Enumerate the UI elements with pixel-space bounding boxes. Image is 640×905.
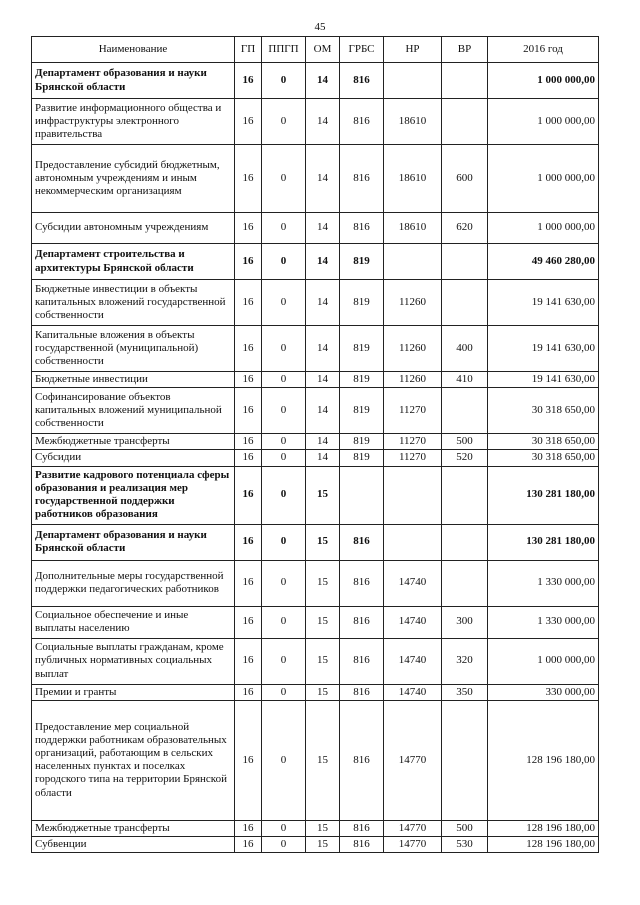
cell-name: Межбюджетные трансферты [32,434,235,450]
cell-grbs: 816 [340,836,384,852]
cell-name: Бюджетные инвестиции [32,372,235,388]
cell-amount: 19 141 630,00 [488,326,599,372]
cell-nr: 11270 [384,434,442,450]
cell-gp: 16 [235,638,262,684]
cell-om: 14 [306,326,340,372]
cell-amount: 1 000 000,00 [488,63,599,99]
cell-amount: 1 000 000,00 [488,638,599,684]
cell-name: Департамент образования и науки Брянской области [32,63,235,99]
cell-om: 14 [306,372,340,388]
cell-grbs: 816 [340,63,384,99]
cell-nr [384,466,442,524]
cell-grbs: 819 [340,244,384,280]
cell-name: Дополнительные меры государственной поддержки педагогических работников [32,560,235,606]
cell-vr: 530 [442,836,488,852]
header-name: Наименование [32,37,235,63]
cell-amount: 130 281 180,00 [488,466,599,524]
cell-vr [442,524,488,560]
cell-nr [384,63,442,99]
cell-om: 14 [306,388,340,434]
cell-gp: 16 [235,145,262,213]
cell-gp: 16 [235,450,262,466]
cell-nr: 18610 [384,213,442,244]
cell-name: Субсидии [32,450,235,466]
cell-amount: 1 330 000,00 [488,606,599,638]
cell-grbs: 819 [340,280,384,326]
table-header-row [32,37,599,63]
header-om: ОМ [306,37,340,63]
table-body [32,63,599,853]
cell-vr: 300 [442,606,488,638]
cell-gp: 16 [235,836,262,852]
page-number: 45 [314,21,326,33]
cell-nr: 14770 [384,700,442,820]
table-row [32,434,599,450]
header-ppgp: ППГП [262,37,306,63]
cell-gp: 16 [235,434,262,450]
cell-om: 15 [306,638,340,684]
cell-nr: 14740 [384,638,442,684]
cell-nr: 14740 [384,684,442,700]
cell-ppgp: 0 [262,700,306,820]
table-row [32,606,599,638]
cell-grbs: 816 [340,145,384,213]
cell-ppgp: 0 [262,820,306,836]
table-row [32,524,599,560]
cell-ppgp: 0 [262,560,306,606]
cell-om: 14 [306,434,340,450]
cell-ppgp: 0 [262,638,306,684]
table-row [32,63,599,99]
cell-ppgp: 0 [262,326,306,372]
cell-gp: 16 [235,280,262,326]
cell-name: Развитие информационного общества и инфраструктуры электронного правительства [32,99,235,145]
cell-gp: 16 [235,326,262,372]
cell-amount: 49 460 280,00 [488,244,599,280]
cell-gp: 16 [235,63,262,99]
cell-name: Субвенции [32,836,235,852]
cell-name: Премии и гранты [32,684,235,700]
cell-gp: 16 [235,524,262,560]
cell-vr: 400 [442,326,488,372]
cell-grbs: 816 [340,560,384,606]
cell-name: Субсидии автономным учреждениям [32,213,235,244]
cell-nr: 14740 [384,606,442,638]
header-gp: ГП [235,37,262,63]
cell-vr [442,280,488,326]
table-row [32,213,599,244]
cell-name: Софинансирование объектов капитальных вложений муниципальной собственности [32,388,235,434]
cell-gp: 16 [235,820,262,836]
table-row [32,145,599,213]
cell-om: 15 [306,560,340,606]
cell-om: 14 [306,244,340,280]
cell-grbs: 816 [340,524,384,560]
cell-amount: 1 000 000,00 [488,213,599,244]
table-row [32,450,599,466]
cell-nr [384,244,442,280]
cell-gp: 16 [235,99,262,145]
cell-amount: 330 000,00 [488,684,599,700]
cell-gp: 16 [235,213,262,244]
cell-amount: 128 196 180,00 [488,836,599,852]
cell-nr [384,524,442,560]
cell-nr: 11270 [384,450,442,466]
cell-amount: 30 318 650,00 [488,434,599,450]
cell-grbs: 816 [340,820,384,836]
header-nr: НР [384,37,442,63]
cell-name: Развитие кадрового потенциала сферы образования и реализация мер государственной поддержки работников образования [32,466,235,524]
cell-ppgp: 0 [262,524,306,560]
cell-nr: 18610 [384,145,442,213]
cell-vr: 500 [442,434,488,450]
cell-vr: 520 [442,450,488,466]
cell-name: Предоставление субсидий бюджетным, автономным учреждениям и иным некоммерческим организациям [32,145,235,213]
cell-name: Межбюджетные трансферты [32,820,235,836]
cell-amount: 128 196 180,00 [488,700,599,820]
cell-gp: 16 [235,700,262,820]
table-row [32,280,599,326]
table-row [32,684,599,700]
table-row [32,700,599,820]
cell-gp: 16 [235,244,262,280]
cell-om: 15 [306,466,340,524]
cell-gp: 16 [235,606,262,638]
cell-om: 14 [306,450,340,466]
cell-vr [442,99,488,145]
cell-vr: 320 [442,638,488,684]
cell-grbs: 816 [340,213,384,244]
header-vr: ВР [442,37,488,63]
cell-vr [442,244,488,280]
cell-nr: 11260 [384,280,442,326]
table-row [32,244,599,280]
cell-name: Капитальные вложения в объекты государственной (муниципальной) собственности [32,326,235,372]
header-grbs: ГРБС [340,37,384,63]
cell-ppgp: 0 [262,388,306,434]
cell-nr: 14770 [384,836,442,852]
cell-ppgp: 0 [262,213,306,244]
cell-grbs: 819 [340,372,384,388]
cell-ppgp: 0 [262,606,306,638]
cell-amount: 30 318 650,00 [488,450,599,466]
cell-ppgp: 0 [262,434,306,450]
cell-ppgp: 0 [262,99,306,145]
cell-vr: 620 [442,213,488,244]
cell-grbs: 819 [340,434,384,450]
cell-grbs: 816 [340,99,384,145]
cell-om: 14 [306,63,340,99]
cell-om: 15 [306,684,340,700]
cell-amount: 1 000 000,00 [488,99,599,145]
cell-name: Социальное обеспечение и иные выплаты населению [32,606,235,638]
cell-grbs: 819 [340,388,384,434]
cell-name: Предоставление мер социальной поддержки работникам образовательных организаций, работающим в сельских населенных пунктах и поселках городского типа на территории Брянской области [32,700,235,820]
table-row [32,560,599,606]
cell-gp: 16 [235,684,262,700]
cell-ppgp: 0 [262,836,306,852]
cell-om: 14 [306,99,340,145]
table-row [32,372,599,388]
cell-nr: 14770 [384,820,442,836]
cell-om: 14 [306,280,340,326]
cell-name: Департамент строительства и архитектуры Брянской области [32,244,235,280]
cell-grbs: 819 [340,450,384,466]
cell-ppgp: 0 [262,280,306,326]
cell-vr: 410 [442,372,488,388]
cell-vr: 350 [442,684,488,700]
cell-om: 15 [306,836,340,852]
cell-nr: 11260 [384,326,442,372]
cell-amount: 1 330 000,00 [488,560,599,606]
cell-amount: 30 318 650,00 [488,388,599,434]
budget-table [31,36,599,853]
cell-amount: 19 141 630,00 [488,280,599,326]
cell-amount: 130 281 180,00 [488,524,599,560]
cell-amount: 19 141 630,00 [488,372,599,388]
cell-ppgp: 0 [262,372,306,388]
cell-amount: 1 000 000,00 [488,145,599,213]
cell-gp: 16 [235,466,262,524]
cell-grbs: 819 [340,326,384,372]
cell-nr: 11270 [384,388,442,434]
cell-ppgp: 0 [262,63,306,99]
cell-nr: 14740 [384,560,442,606]
table-row [32,326,599,372]
table-row [32,638,599,684]
cell-name: Департамент образования и науки Брянской области [32,524,235,560]
cell-vr: 500 [442,820,488,836]
cell-name: Социальные выплаты гражданам, кроме публичных нормативных социальных выплат [32,638,235,684]
cell-om: 15 [306,820,340,836]
cell-om: 15 [306,700,340,820]
cell-nr: 18610 [384,99,442,145]
cell-ppgp: 0 [262,145,306,213]
table-row [32,99,599,145]
cell-ppgp: 0 [262,684,306,700]
cell-grbs: 816 [340,700,384,820]
cell-om: 15 [306,606,340,638]
cell-gp: 16 [235,372,262,388]
header-amount: 2016 год [488,37,599,63]
table-row [32,466,599,524]
table-row [32,388,599,434]
cell-grbs: 816 [340,684,384,700]
cell-vr [442,560,488,606]
cell-grbs [340,466,384,524]
cell-gp: 16 [235,388,262,434]
cell-ppgp: 0 [262,466,306,524]
table-row [32,836,599,852]
cell-vr [442,466,488,524]
cell-grbs: 816 [340,606,384,638]
cell-ppgp: 0 [262,244,306,280]
cell-grbs: 816 [340,638,384,684]
cell-vr: 600 [442,145,488,213]
cell-nr: 11260 [384,372,442,388]
cell-vr [442,388,488,434]
cell-om: 14 [306,213,340,244]
cell-om: 15 [306,524,340,560]
cell-vr [442,700,488,820]
cell-name: Бюджетные инвестиции в объекты капитальных вложений государственной собственности [32,280,235,326]
cell-ppgp: 0 [262,450,306,466]
cell-gp: 16 [235,560,262,606]
cell-amount: 128 196 180,00 [488,820,599,836]
cell-vr [442,63,488,99]
cell-om: 14 [306,145,340,213]
table-row [32,820,599,836]
